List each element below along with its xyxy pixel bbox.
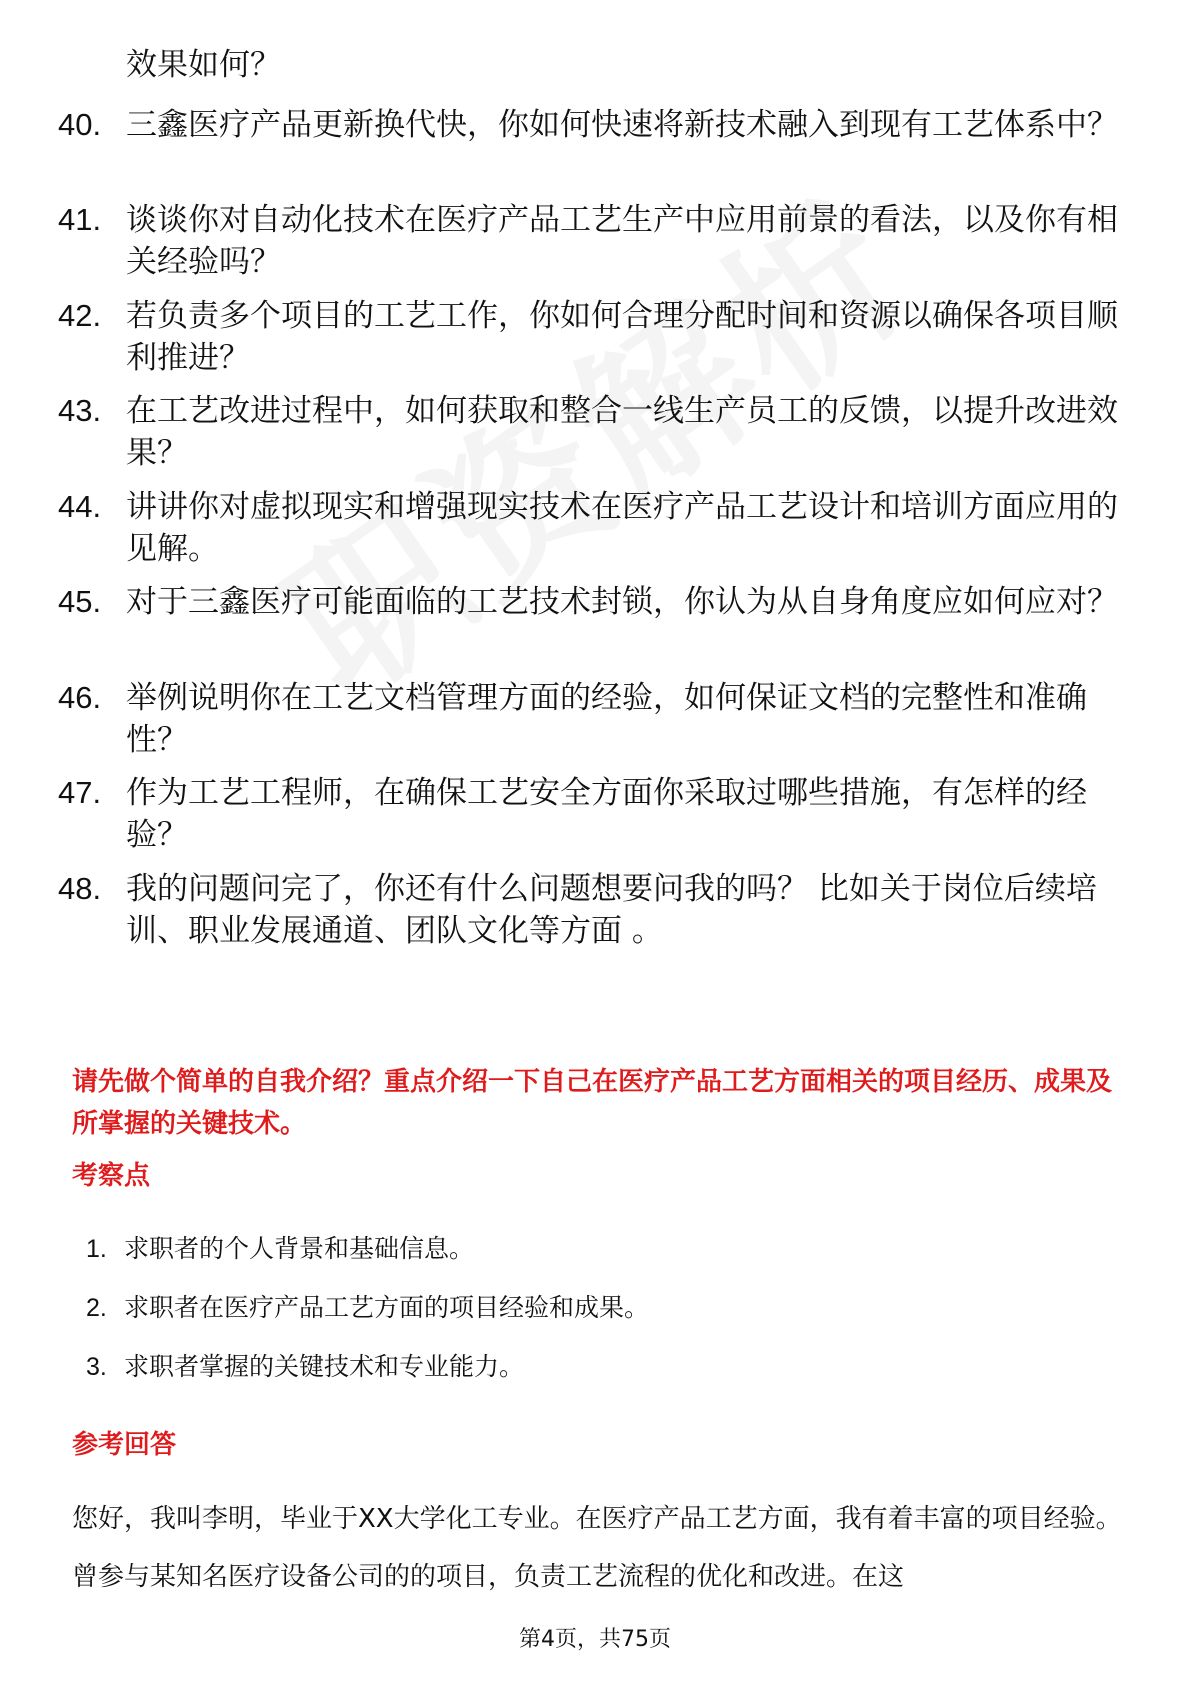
point-text: 求职者掌握的关键技术和专业能力。 [124, 1352, 525, 1381]
question-text: 若负责多个项目的工艺工作，你如何合理分配时间和资源以确保各项目顺利推进？ [126, 298, 1118, 376]
question-number: 46. [58, 680, 102, 715]
question-number: 43. [58, 393, 102, 428]
question-number: 44. [58, 489, 102, 524]
point-number: 2. [86, 1294, 107, 1322]
point-item [86, 1350, 524, 1384]
answer-text: 您好，我叫李明，毕业于XX大学化工专业。在医疗产品工艺方面，我有着丰富的项目经验。曾参与某知名医疗设备公司的的项目，负责工艺流程的优化和改进。在这 [72, 1504, 1122, 1592]
question-text: 作为工艺工程师，在确保工艺安全方面你采取过哪些措施，有怎样的经验？ [126, 775, 1087, 853]
intro-question: 请先做个简单的自我介绍？重点介绍一下自己在医疗产品工艺方面相关的项目经历、成果及所掌握的关键技术。 [72, 1067, 1113, 1139]
points-heading: 考察点 [72, 1161, 151, 1191]
question-number: 40. [58, 107, 102, 142]
answer-heading: 参考回答 [72, 1430, 177, 1460]
question-text: 我的问题问完了，你还有什么问题想要问我的吗？ 比如关于岗位后续培训、职业发展通道、团队文化等方面 。 [126, 871, 1097, 949]
point-item [86, 1232, 474, 1266]
question-number: 41. [58, 202, 102, 237]
question-number: 47. [58, 775, 102, 810]
question-text: 对于三鑫医疗可能面临的工艺技术封锁，你认为从自身角度应如何应对？ [126, 584, 1118, 620]
point-text: 求职者的个人背景和基础信息。 [124, 1234, 475, 1263]
page-footer: 第4页，共75页 [519, 1627, 671, 1652]
point-item [86, 1291, 649, 1325]
point-number: 1. [86, 1235, 107, 1263]
question-text: 效果如何？ [126, 47, 281, 83]
point-text: 求职者在医疗产品工艺方面的项目经验和成果。 [124, 1293, 650, 1322]
question-number: 48. [58, 871, 102, 906]
point-number: 3. [86, 1353, 107, 1381]
question-text: 三鑫医疗产品更新换代快，你如何快速将新技术融入到现有工艺体系中？ [126, 107, 1118, 143]
question-text: 在工艺改进过程中，如何获取和整合一线生产员工的反馈，以提升改进效果？ [126, 393, 1118, 471]
question-text: 举例说明你在工艺文档管理方面的经验，如何保证文档的完整性和准确性？ [126, 680, 1087, 758]
question-text: 谈谈你对自动化技术在医疗产品工艺生产中应用前景的看法，以及你有相关经验吗？ [126, 202, 1118, 280]
question-number: 42. [58, 298, 102, 333]
question-number: 45. [58, 584, 102, 619]
question-text: 讲讲你对虚拟现实和增强现实技术在医疗产品工艺设计和培训方面应用的见解。 [126, 489, 1118, 567]
